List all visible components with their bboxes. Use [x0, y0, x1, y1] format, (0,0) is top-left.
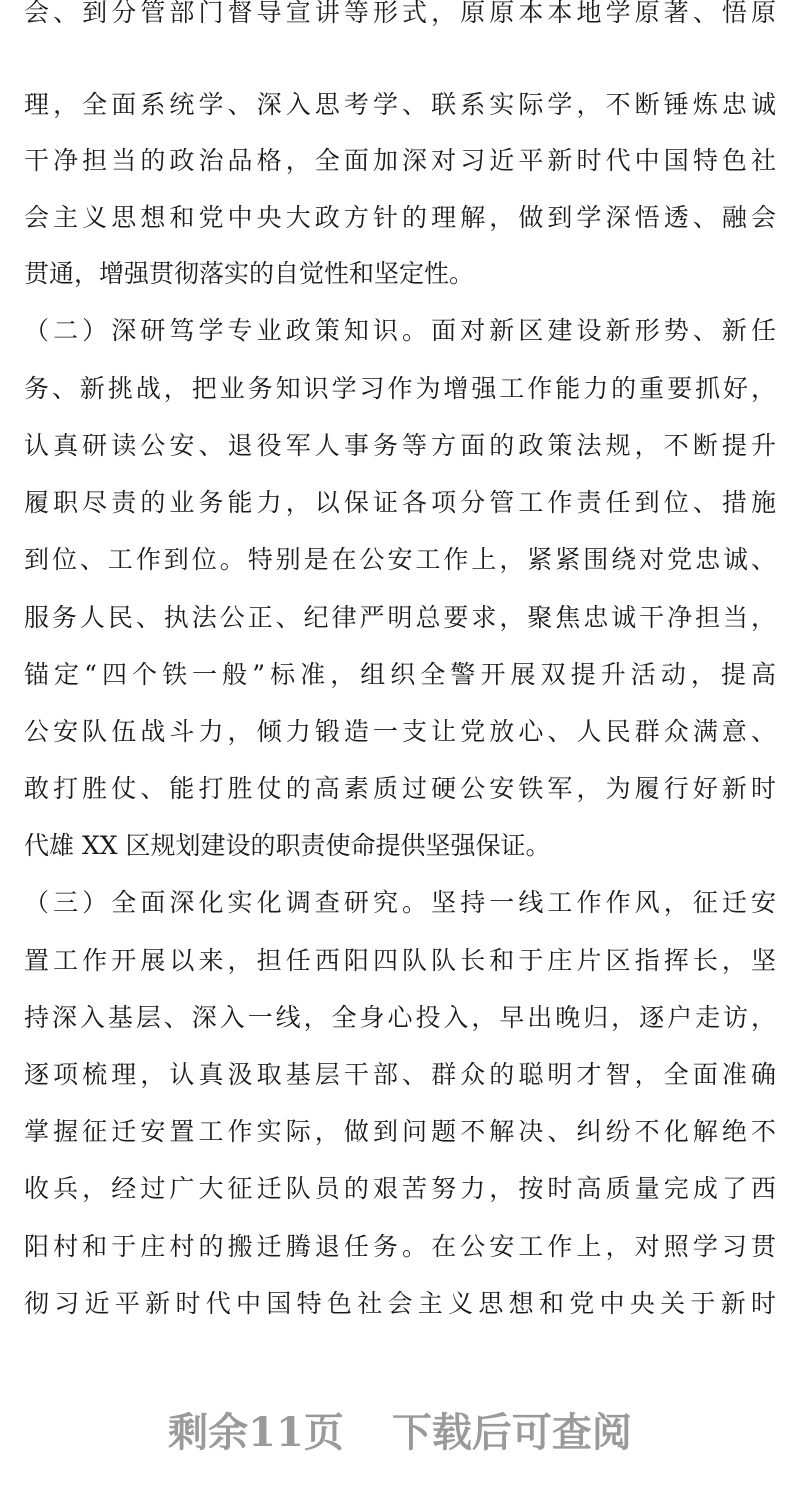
- download-prompt[interactable]: [0, 1408, 800, 1458]
- text-line: 掌握征迁安置工作实际，做到问题不解决、纠纷不化解绝不: [24, 1117, 776, 1146]
- text-line: 服务人民、执法公正、纪律严明总要求，聚焦忠诚干净担当，: [24, 603, 776, 632]
- text-line: 代雄 XX 区规划建设的职责使命提供坚强保证。: [24, 831, 551, 860]
- text-line: 认真研读公安、退役军人事务等方面的政策法规，不断提升: [24, 431, 776, 460]
- download-to-view-label: 下载后可查阅: [391, 1409, 632, 1456]
- text-line: 会、到分管部门督导宣讲等形式，原原本本地学原著、悟原: [24, 0, 776, 27]
- text-line: 公安队伍战斗力，倾力锻造一支让党放心、人民群众满意、: [24, 717, 776, 746]
- text-line: 敢打胜仗、能打胜仗的高素质过硬公安铁军，为履行好新时: [24, 774, 776, 803]
- text-line: 干净担当的政治品格，全面加深对习近平新时代中国特色社: [24, 146, 776, 175]
- text-line: 逐项梳理，认真汲取基层干部、群众的聪明才智，全面准确: [24, 1060, 776, 1089]
- text-line: 彻习近平新时代中国特色社会主义思想和党中央关于新时: [24, 1289, 776, 1318]
- text-line: 理，全面系统学、深入思考学、联系实际学，不断锤炼忠诚: [24, 90, 776, 119]
- text-line: 贯通，增强贯彻落实的自觉性和坚定性。: [24, 259, 475, 288]
- text-line: 履职尽责的业务能力，以保证各项分管工作责任到位、措施: [24, 488, 776, 517]
- text-line: 阳村和于庄村的搬迁腾退任务。在公安工作上，对照学习贯: [24, 1232, 776, 1261]
- text-line: 务、新挑战，把业务知识学习作为增强工作能力的重要抓好，: [24, 374, 776, 403]
- text-line: 到位、工作到位。特别是在公安工作上，紧紧围绕对党忠诚、: [24, 545, 776, 574]
- text-line: 收兵，经过广大征迁队员的艰苦努力，按时高质量完成了西: [24, 1174, 776, 1203]
- remaining-pages-label: 剩余11页: [168, 1409, 344, 1456]
- text-line: 持深入基层、深入一线，全身心投入，早出晚归，逐户走访，: [24, 1003, 776, 1032]
- text-line: （三）全面深化实化调查研究。坚持一线工作作风，征迁安: [24, 888, 776, 917]
- text-line: 置工作开展以来，担任西阳四队队长和于庄片区指挥长，坚: [24, 946, 776, 975]
- text-line: （二）深研笃学专业政策知识。面对新区建设新形势、新任: [24, 316, 776, 345]
- text-line: 会主义思想和党中央大政方针的理解，做到学深悟透、融会: [24, 203, 776, 232]
- text-line: 锚定“四个铁一般”标准，组织全警开展双提升活动，提高: [24, 660, 776, 689]
